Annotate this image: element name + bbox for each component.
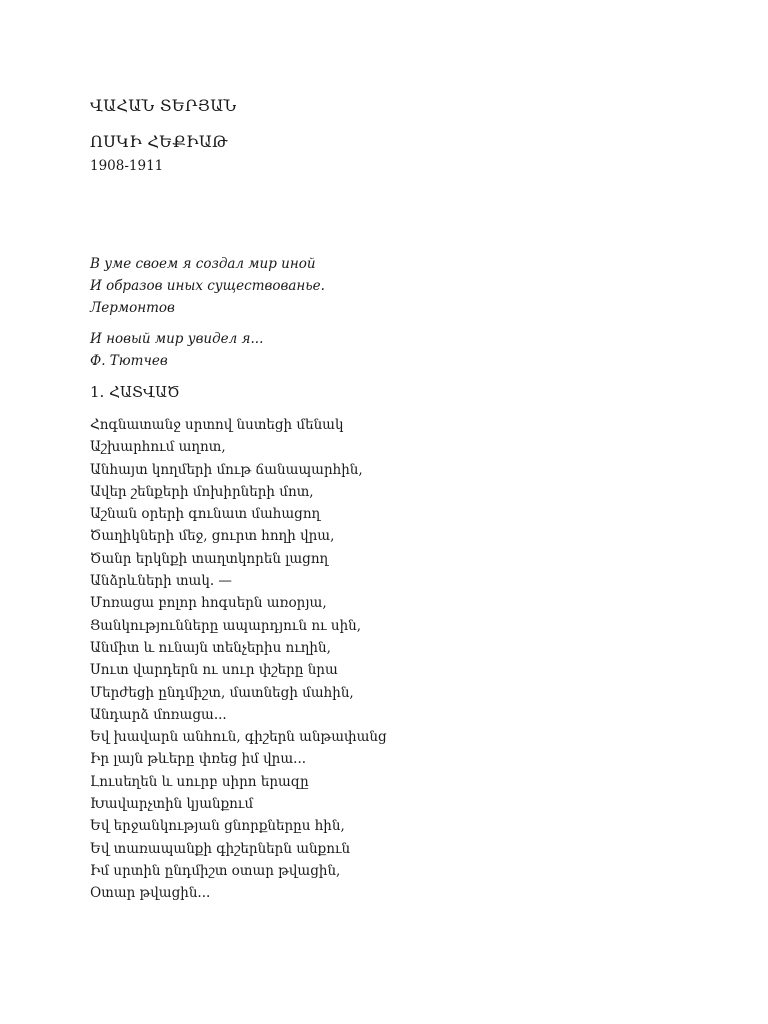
epigraph-tyutchev (90, 328, 325, 372)
poem-line: Ծաղիկների մեջ, ցուրտ հողի վրա, (90, 528, 335, 545)
poem-line: Ավեր շենքերի մոխիրների մոտ, (90, 483, 314, 500)
epigraph-line: И образов иных существованье. (90, 278, 325, 294)
poem-line: Իմ սրտին ընդմիշտ օտար թվացին, (90, 862, 341, 879)
publication-years: 1908-1911 (90, 158, 164, 174)
poem-line: Լուսեղեն և սուրբ սիրո երազը (90, 773, 309, 790)
book-title: ՈՍԿԻ ՀԵՔԻԱԹ (90, 132, 228, 151)
poem-line: Հոգնատանջ սրտով նստեցի մենակ (90, 417, 344, 433)
poem-line: Օտար թվացին... (90, 885, 211, 902)
poem-line: Անմիտ և ունայն տենչերիս ուղին, (90, 639, 331, 656)
epigraph-lermontov (90, 253, 325, 319)
epigraph-line: И новый мир увидел я... (90, 331, 264, 347)
author-name: ՎԱՀԱՆ ՏԵՐՅԱՆ (90, 96, 237, 115)
poem-body (90, 414, 387, 905)
poem-line: Ծանր երկնքի տաղտկորեն լացող (90, 550, 329, 567)
poem-line: Ցանկությունները ապարդյուն ու սին, (90, 617, 362, 634)
epigraph-line: В уме своем я создал мир иной (90, 256, 316, 272)
section-title: 1. ՀԱՏՎԱԾ (90, 383, 180, 401)
poem-line: Սուտ վարդերն ու սուր փշերը նրա (90, 662, 338, 679)
poem-line: Անձրևների տակ. — (90, 573, 232, 590)
poem-line: Եվ երջանկության ցնորքներըս հին, (90, 818, 345, 835)
poem-line: Աշնան օրերի գունատ մահացող (90, 506, 321, 523)
epigraphs (90, 253, 325, 372)
poem-line: Մոռացա բոլոր հոգսերն առօրյա, (90, 595, 327, 612)
poem-line: Աշխարհում աղոտ, (90, 439, 226, 456)
poem-line: Եվ տառապանքի գիշերներն անքուն (90, 840, 351, 857)
epigraph-attribution: Ф. Тютчев (90, 353, 168, 369)
poem-line: Իր լայն թևերը փռեց իմ վրա... (90, 751, 307, 768)
poem-line: Անդարձ մոռացա... (90, 706, 227, 723)
poem-line: Մերժեցի ընդմիշտ, մատնեցի մահին, (90, 684, 354, 701)
epigraph-attribution: Лермонтов (90, 300, 175, 316)
poem-line: Եվ խավարն անհուն, գիշերն անթափանց (90, 729, 387, 746)
poem-line: Անհայտ կողմերի մութ ճանապարհին, (90, 461, 363, 478)
poem-line: Խավարչտին կյանքում (90, 796, 254, 813)
